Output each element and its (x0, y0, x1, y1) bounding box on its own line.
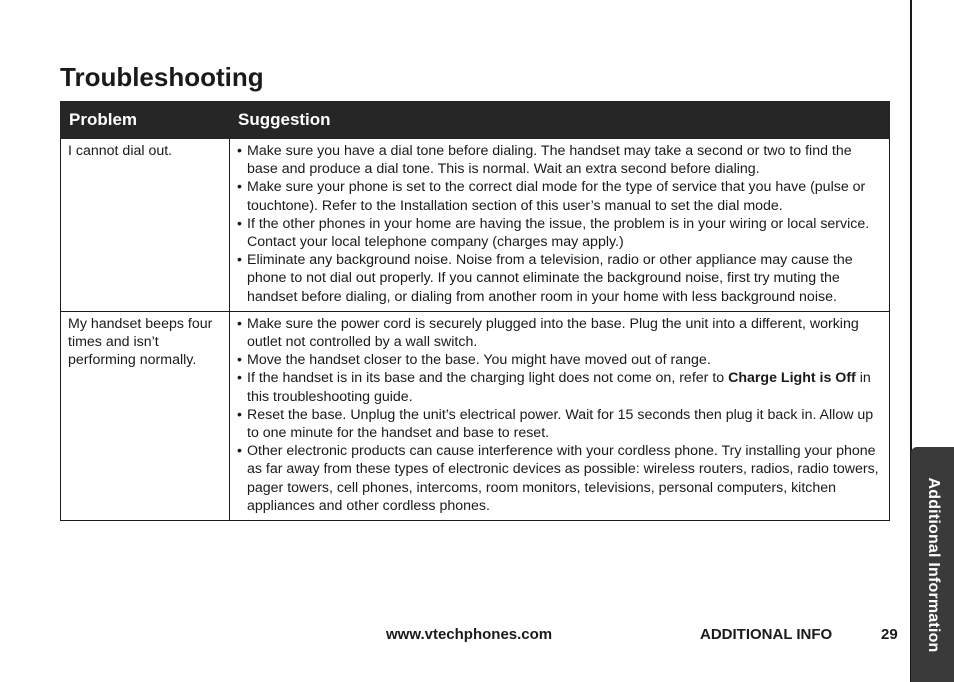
problem-cell: My handset beeps four times and isn’t performing normally. (61, 311, 230, 520)
suggestion-cell (230, 311, 890, 520)
side-tab-label: Additional Information (924, 476, 942, 653)
suggestion-text: If the handset is in its base and the charging light does not come on, refer to (247, 370, 729, 387)
charge-light-reference: Charge Light is Off (728, 370, 856, 387)
suggestion-item: • Make sure the power cord is securely plugged into the base. Plug the unit into a different, working outlet not controlled by a wall switch. (237, 315, 882, 351)
section-side-tab (911, 447, 954, 682)
suggestion-list (237, 142, 882, 306)
page-number: 29 (881, 626, 898, 643)
problem-cell: I cannot dial out. (61, 139, 230, 312)
suggestion-item: • If the other phones in your home are having the issue, the problem is in your wiring or local service. Contact your local telephone company (charges may apply.) (237, 215, 882, 251)
suggestion-cell (230, 139, 890, 312)
suggestion-item: • Make sure you have a dial tone before dialing. The handset may take a second or two to find the base and produce a dial tone. This is normal. Wait an extra second before dialing. (237, 142, 882, 178)
suggestion-item: • Make sure your phone is set to the correct dial mode for the type of service that you have (pulse or touchtone). Refer to the Installation section of this user’s manual to set the dial mode. (237, 178, 882, 214)
troubleshooting-table (60, 101, 890, 521)
suggestion-item: • Eliminate any background noise. Noise from a television, radio or other appliance may cause the phone to not dial out properly. If you cannot eliminate the background noise, first try muting the handset before dialing, or dialing from another room in your home with less background noise. (237, 251, 882, 306)
table-header-row (61, 102, 890, 139)
footer-website: www.vtechphones.com (386, 626, 553, 643)
suggestion-item (237, 369, 882, 405)
footer-section: ADDITIONAL INFO (700, 626, 833, 643)
page-title: Troubleshooting (60, 62, 264, 92)
header-problem: Problem (61, 102, 230, 139)
suggestion-text-after: in this troubleshooting guide. (247, 370, 871, 405)
table-row (61, 139, 890, 312)
table-row (61, 311, 890, 520)
suggestion-list (237, 315, 882, 515)
suggestion-item: • Reset the base. Unplug the unit’s electrical power. Wait for 15 seconds then plug it back in. Allow up to one minute for the handset and base to reset. (237, 406, 882, 442)
header-suggestion: Suggestion (230, 102, 890, 139)
suggestion-item: • Move the handset closer to the base. You might have moved out of range. (237, 351, 882, 369)
suggestion-item: • Other electronic products can cause interference with your cordless phone. Try installing your phone as far away from these types of electronic devices as possible: wireless routers, radios, radio towers, pager towers, cell phones, intercoms, room monitors, televisions, personal computers, kitchen appliances and other cordless phones. (237, 442, 882, 515)
